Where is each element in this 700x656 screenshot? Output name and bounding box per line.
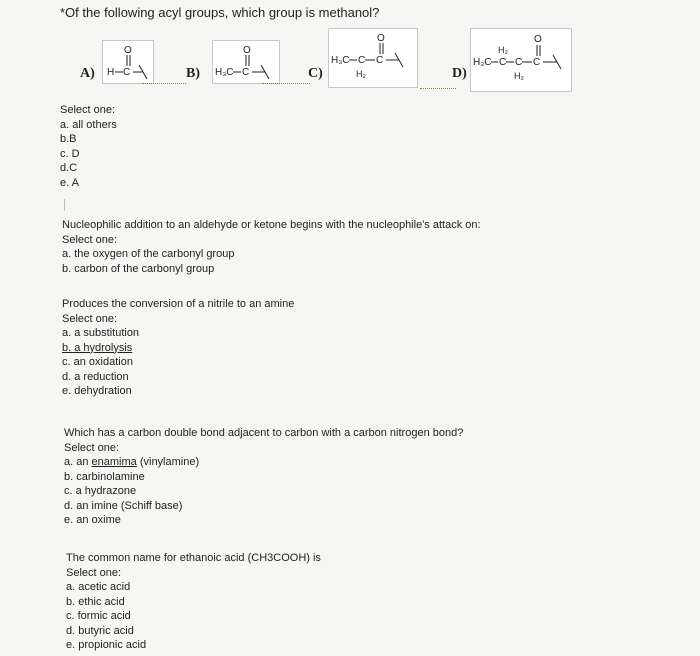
structure-b: [212, 40, 280, 84]
structure-d: [470, 28, 572, 92]
question-5: [66, 551, 321, 653]
structure-b-drawing: [213, 41, 279, 83]
q1-option-b[interactable]: b.B: [60, 133, 77, 145]
q5-option-d[interactable]: d. butyric acid: [66, 624, 134, 637]
svg-text:H₂: H₂: [498, 45, 508, 55]
q3-option-c[interactable]: c. an oxidation: [62, 356, 133, 368]
atom-h: H: [107, 67, 115, 78]
select-one-label: Select one:: [66, 566, 122, 579]
q3-option-d[interactable]: d. a reduction: [62, 370, 129, 383]
question-1-text: *Of the following acyl groups, which group is methanol?: [60, 5, 380, 20]
question-5-text: The common name for ethanoic acid (CH3COOH) is: [66, 552, 321, 564]
q3-option-e[interactable]: e. dehydration: [62, 385, 132, 397]
q3-option-a[interactable]: a. a substitution: [62, 327, 140, 339]
svg-text:H₃C: H₃C: [331, 55, 350, 66]
question-2-text: Nucleophilic addition to an aldehyde or ketone begins with the nucleophile's attack on:: [62, 219, 481, 231]
svg-text:H₂: H₂: [514, 71, 524, 81]
q4-option-e[interactable]: e. an oxime: [64, 514, 121, 526]
question-2: [62, 218, 481, 276]
atom-c: C: [123, 67, 131, 78]
q5-option-e[interactable]: e. propionic acid: [66, 639, 147, 651]
q1-option-a[interactable]: a. all others: [60, 118, 117, 131]
q1-option-c[interactable]: c. D: [60, 147, 80, 160]
q4-option-a-suffix: (vinylamine): [136, 456, 200, 468]
q4-option-a-word: enamima: [91, 456, 137, 468]
label-d: D): [452, 66, 467, 81]
structure-d-drawing: [471, 29, 571, 91]
q4-option-a-prefix: a. an: [64, 456, 92, 468]
question-4-text: Which has a carbon double bond adjacent to carbon with a carbon nitrogen bond?: [64, 427, 464, 439]
select-one-label: Select one:: [60, 104, 116, 116]
q1-option-d[interactable]: d.C: [60, 162, 78, 174]
structure-c-drawing: [329, 29, 417, 87]
q2-option-b[interactable]: b. carbon of the carbonyl group: [62, 262, 215, 275]
structure-a: [102, 40, 154, 84]
squiggle-b: [262, 81, 310, 84]
divider-bar: [64, 199, 65, 211]
structure-a-drawing: [103, 41, 153, 83]
svg-text:O: O: [377, 33, 385, 44]
q5-option-a[interactable]: a. acetic acid: [66, 581, 131, 593]
svg-text:C: C: [242, 67, 250, 78]
select-one-label: Select one:: [62, 233, 118, 246]
svg-text:H₃C: H₃C: [473, 57, 492, 68]
q4-option-d[interactable]: d. an imine (Schiff base): [64, 499, 183, 512]
question-3-text: Produces the conversion of a nitrile to an amine: [62, 298, 295, 310]
select-one-label: Select one:: [64, 441, 120, 454]
q2-option-a[interactable]: a. the oxygen of the carbonyl group: [62, 248, 235, 260]
q4-option-c[interactable]: c. a hydrazone: [64, 485, 137, 497]
q4-option-b[interactable]: b. carbinolamine: [64, 470, 145, 483]
svg-text:O: O: [534, 34, 542, 45]
svg-text:C: C: [358, 55, 366, 66]
label-b: B): [186, 66, 200, 81]
question-1-options: [60, 103, 117, 190]
svg-text:C: C: [376, 55, 384, 66]
q1-option-e[interactable]: e. A: [60, 176, 79, 189]
q3-option-b[interactable]: b. a hydrolysis: [62, 341, 133, 354]
squiggle-a: [142, 81, 186, 84]
select-one-label: Select one:: [62, 312, 118, 325]
question-4: [64, 426, 463, 528]
svg-text:H₃C: H₃C: [215, 67, 234, 78]
svg-text:H₂: H₂: [356, 69, 366, 79]
squiggle-d: [420, 86, 456, 89]
svg-text:C: C: [515, 57, 523, 68]
atom-o: O: [124, 45, 132, 56]
svg-text:C: C: [499, 57, 507, 68]
label-c: C): [308, 66, 323, 81]
svg-text:C: C: [533, 57, 541, 68]
q5-option-b[interactable]: b. ethic acid: [66, 595, 125, 608]
svg-text:O: O: [243, 45, 251, 56]
q4-option-a[interactable]: [64, 455, 463, 470]
label-a: A): [80, 66, 95, 81]
q5-option-c[interactable]: c. formic acid: [66, 610, 131, 622]
structure-c: [328, 28, 418, 88]
question-3: [62, 297, 294, 399]
